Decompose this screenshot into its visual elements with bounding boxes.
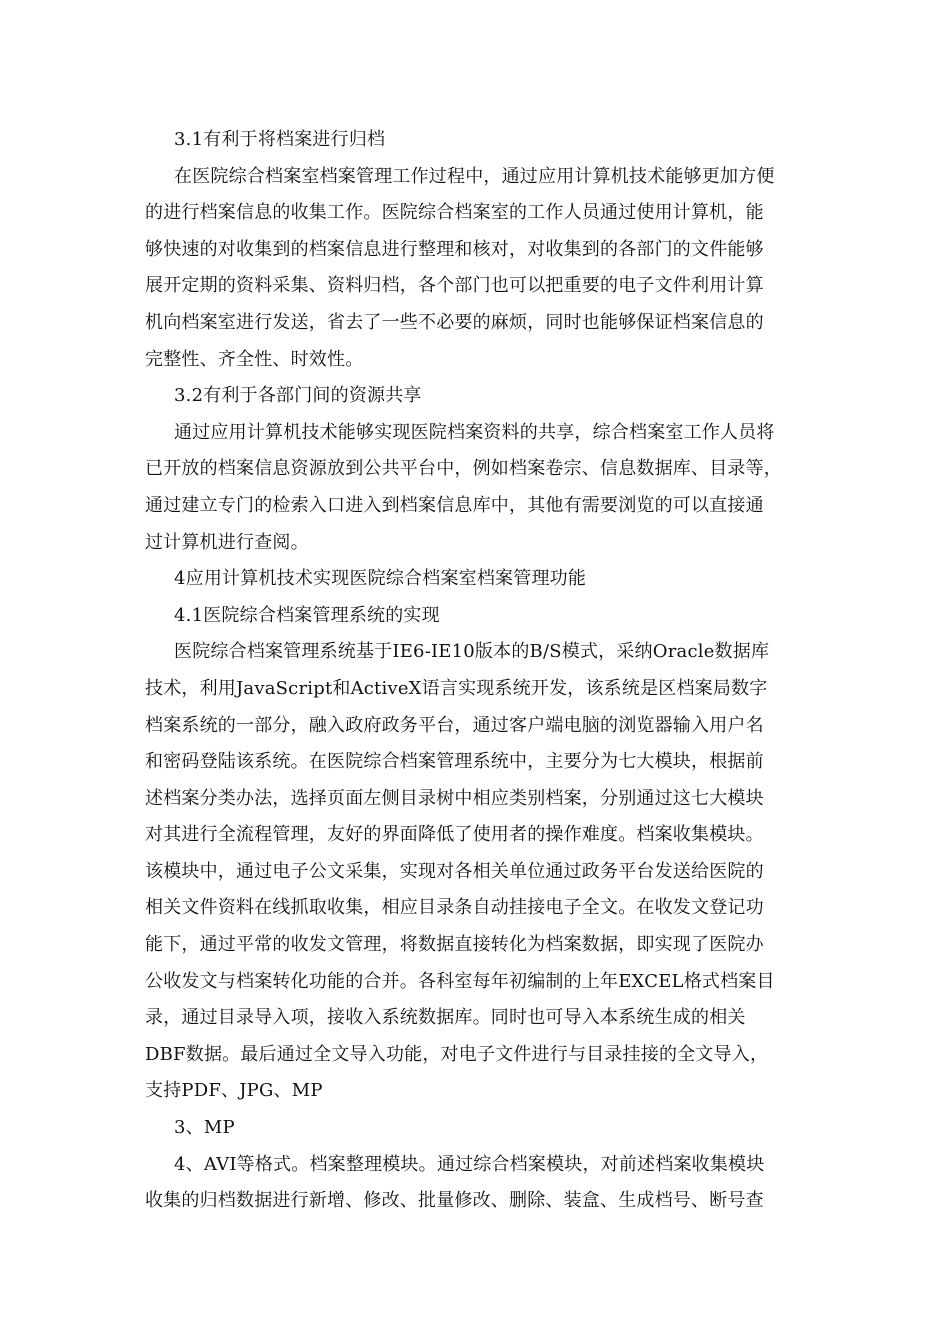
text-line: 医院综合档案管理系统基于IE6-IE10版本的B/S模式，采纳Oracle数据库: [174, 641, 770, 663]
text-line: 过计算机进行查阅。: [145, 531, 309, 553]
text-line: 收集的归档数据进行新增、修改、批量修改、删除、装盒、生成档号、断号查: [145, 1190, 764, 1212]
text-line: 已开放的档案信息资源放到公共平台中，例如档案卷宗、信息数据库、目录等，: [145, 458, 782, 480]
text-line: 述档案分类办法，选择页面左侧目录树中相应类别档案，分别通过这七大模块: [145, 787, 764, 809]
text-line: 档案系统的一部分，融入政府政务平台，通过客户端电脑的浏览器输入用户名: [145, 714, 764, 736]
text-line: 在医院综合档案室档案管理工作过程中，通过应用计算机技术能够更加方便: [174, 165, 775, 187]
text-line: 和密码登陆该系统。在医院综合档案管理系统中，主要分为七大模块，根据前: [145, 751, 764, 773]
text-line: 展开定期的资料采集、资料归档，各个部门也可以把重要的电子文件利用计算: [145, 275, 764, 297]
text-line: 该模块中，通过电子公文采集，实现对各相关单位通过政务平台发送给医院的: [145, 860, 764, 882]
text-line: 机向档案室进行发送，省去了一些不必要的麻烦，同时也能够保证档案信息的: [145, 311, 764, 333]
text-line: 录，通过目录导入项，接收入系统数据库。同时也可导入本系统生成的相关: [145, 1007, 746, 1029]
text-line: 4应用计算机技术实现医院综合档案室档案管理功能: [174, 568, 587, 590]
text-line: 4.1医院综合档案管理系统的实现: [174, 604, 440, 626]
text-line: 4、AVI等格式。档案整理模块。通过综合档案模块，对前述档案收集模块: [174, 1153, 765, 1175]
text-line: DBF数据。最后通过全文导入功能，对电子文件进行与目录挂接的全文导入，: [145, 1043, 769, 1065]
text-line: 的进行档案信息的收集工作。医院综合档案室的工作人员通过使用计算机，能: [145, 202, 764, 224]
text-line: 够快速的对收集到的档案信息进行整理和核对，对收集到的各部门的文件能够: [145, 238, 764, 260]
text-line: 技术，利用JavaScript和ActiveX语言实现系统开发，该系统是区档案局数字: [145, 677, 768, 699]
text-line: 对其进行全流程管理，友好的界面降低了使用者的操作难度。档案收集模块。: [145, 824, 764, 846]
text-line: 能下，通过平常的收发文管理，将数据直接转化为档案数据，即实现了医院办: [145, 934, 764, 956]
text-line: 公收发文与档案转化功能的合并。各科室每年初编制的上年EXCEL格式档案目: [145, 970, 775, 992]
text-line: 相关文件资料在线抓取收集，相应目录条自动挂接电子全文。在收发文登记功: [145, 897, 764, 919]
text-line: 完整性、齐全性、时效性。: [145, 348, 364, 370]
text-line: 3.2有利于各部门间的资源共享: [174, 385, 422, 407]
text-line: 通过应用计算机技术能够实现医院档案资料的共享，综合档案室工作人员将: [174, 421, 775, 443]
text-line: 3.1有利于将档案进行归档: [174, 129, 386, 150]
text-line: 通过建立专门的检索入口进入到档案信息库中，其他有需要浏览的可以直接通: [145, 494, 764, 516]
text-line: 3、MP: [174, 1117, 235, 1139]
document-body: [145, 122, 813, 1220]
text-line: 支持PDF、JPG、MP: [145, 1080, 323, 1102]
